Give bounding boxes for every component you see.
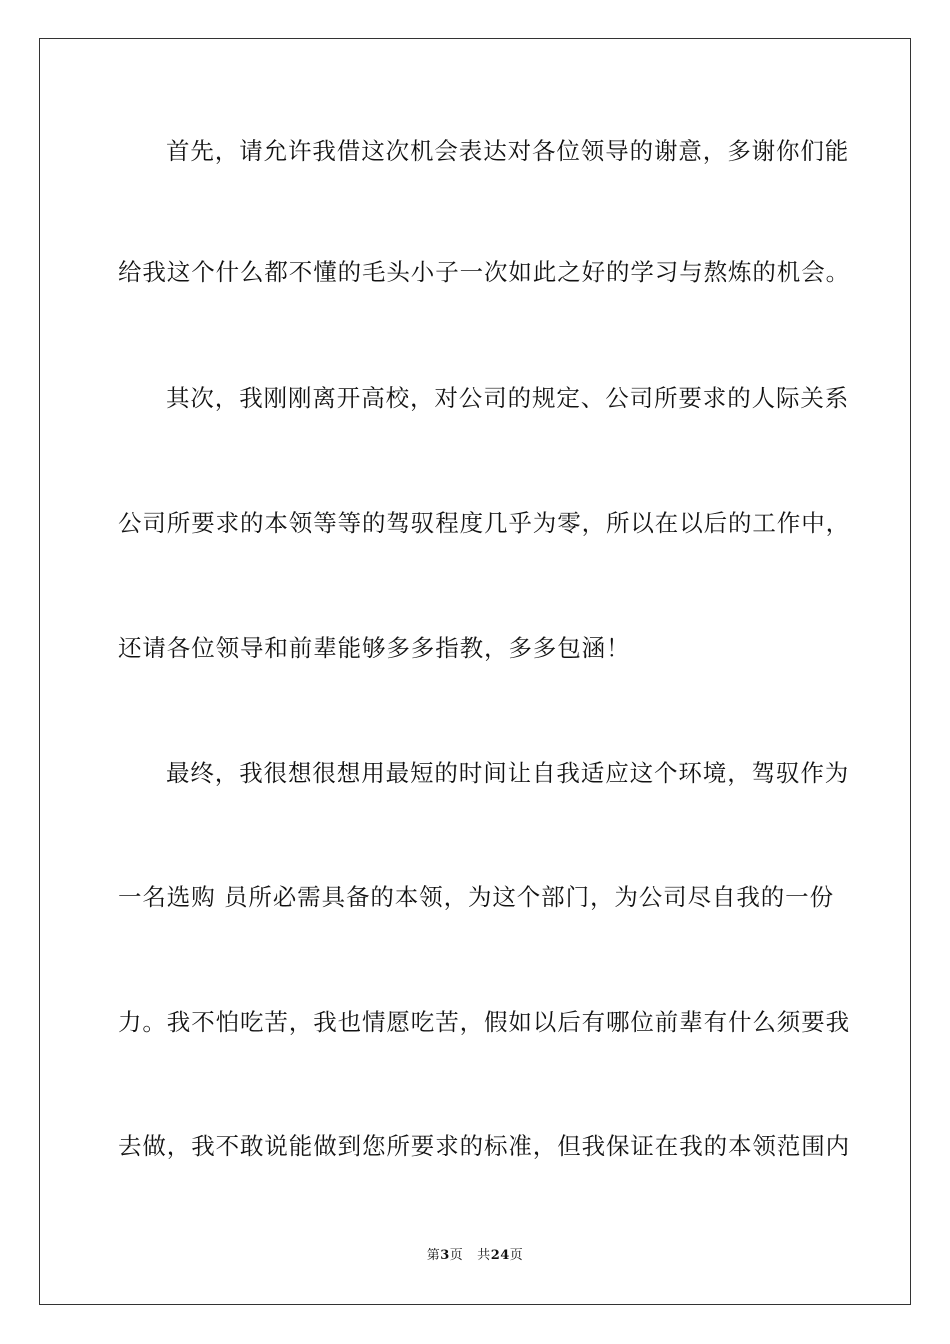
- current-page-number: 3: [440, 1248, 450, 1263]
- paragraph-3-line-1: 最终，我很想很想用最短的时间让自我适应这个环境，驾驭作为: [166, 759, 850, 787]
- total-suffix: 页: [509, 1248, 524, 1263]
- paragraph-1-line-1: 首先，请允许我借这次机会表达对各位领导的谢意，多谢你们能: [166, 137, 850, 165]
- paragraph-2-line-2: 公司所要求的本领等等的驾驭程度几乎为零，所以在以后的工作中，: [118, 509, 850, 537]
- page-border: [39, 38, 911, 1305]
- page-suffix: 页: [449, 1248, 464, 1263]
- paragraph-3-line-2: 一名选购 员所必需具备的本领，为这个部门，为公司尽自我的一份: [118, 883, 834, 911]
- total-prefix: 共: [477, 1248, 491, 1263]
- total-page-number: 24: [490, 1248, 510, 1263]
- paragraph-2-line-1: 其次，我刚刚离开高校，对公司的规定、公司所要求的人际关系: [166, 384, 850, 412]
- paragraph-2-line-3: 还请各位领导和前辈能够多多指教，多多包涵！: [118, 634, 631, 662]
- paragraph-1-line-2: 给我这个什么都不懂的毛头小子一次如此之好的学习与熬炼的机会。: [118, 258, 850, 286]
- paragraph-3-line-3: 力。我不怕吃苦，我也情愿吃苦，假如以后有哪位前辈有什么须要我: [118, 1008, 850, 1036]
- page-footer: [0, 1248, 950, 1264]
- paragraph-3-line-4: 去做，我不敢说能做到您所要求的标准，但我保证在我的本领范围内: [118, 1132, 850, 1160]
- page-prefix: 第: [426, 1248, 441, 1263]
